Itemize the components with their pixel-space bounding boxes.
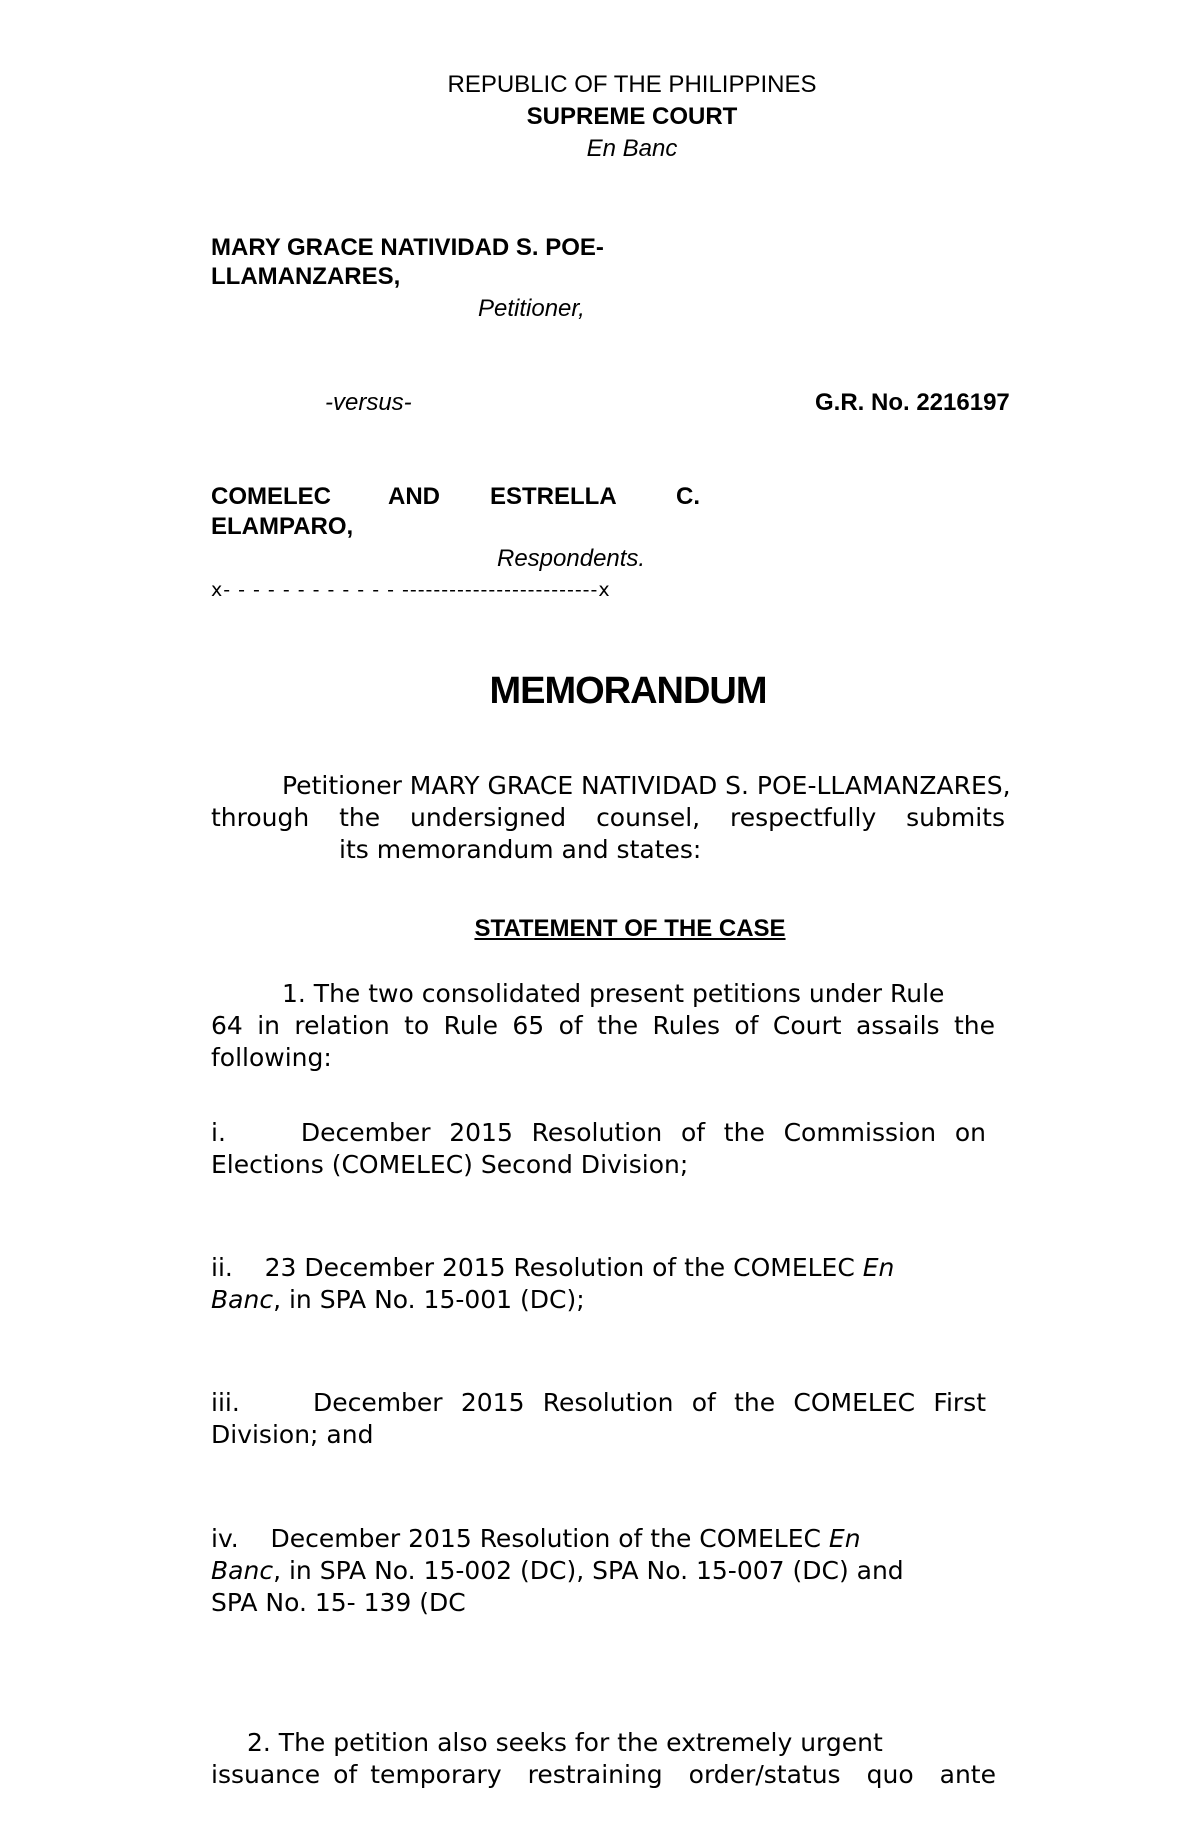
respondent-name-line2: ELAMPARO, [211,513,354,540]
caption-separator: x- - - - - - - - - - - - -------------------------x [211,579,611,601]
respondent-word-comelec: COMELEC [211,483,331,510]
list-item-iii-line-2: Division; and [211,1420,374,1449]
paragraph2-line-2: issuance of temporary restraining order/status quo ante [211,1760,996,1789]
list-item-iv-line-1 [211,1523,861,1555]
intro-line-1: Petitioner MARY GRACE NATIVIDAD S. POE-LLAMANZARES, [282,771,1011,800]
list-item-ii-line-2 [211,1284,585,1316]
petitioner-name-line2: LLAMANZARES, [211,263,401,290]
petitioner-name-line1: MARY GRACE NATIVIDAD S. POE- [211,234,604,261]
list-item-ii-text-2: , in SPA No. 15-001 (DC); [273,1285,585,1314]
list-item-iv-text-2: , in SPA No. 15-002 (DC), SPA No. 15-007 (DC) and [273,1556,904,1585]
respondent-word-and: AND [388,483,440,510]
section-heading: STATEMENT OF THE CASE [474,915,786,942]
list-item-iv-line-2 [211,1555,904,1587]
list-item-ii-line-1 [211,1252,894,1284]
list-item-iii-line-1: iii. December 2015 Resolution of the COMELEC First [211,1388,986,1417]
republic-heading: REPUBLIC OF THE PHILIPPINES [447,71,817,98]
intro-line-2: through the undersigned counsel, respectfully submits [211,803,1005,832]
paragraph1-line-1: 1. The two consolidated present petitions under Rule [282,979,945,1008]
list-item-ii-italic-2: Banc [211,1285,274,1314]
court-heading: SUPREME COURT [526,103,738,130]
list-item-iv-italic: En [828,1524,861,1553]
list-item-iv-line-3: SPA No. 15- 139 (DC [211,1588,466,1617]
list-item-iv-text: iv. December 2015 Resolution of the COMELEC [211,1524,829,1553]
paragraph1-line-3: following: [211,1043,332,1072]
list-item-ii-italic: En [862,1253,895,1282]
case-number: G.R. No. 2216197 [815,389,1010,416]
paragraph2-line-1: 2. The petition also seeks for the extremely urgent [247,1728,883,1757]
document-title: MEMORANDUM [489,670,767,712]
list-item-i-line-1: i. December 2015 Resolution of the Commission on [211,1118,986,1147]
list-item-i-line-2: Elections (COMELEC) Second Division; [211,1150,689,1179]
list-item-ii-text: ii. 23 December 2015 Resolution of the COMELEC [211,1253,863,1282]
respondent-role: Respondents. [497,545,646,572]
list-item-iv-italic-2: Banc [211,1556,274,1585]
paragraph1-line-2: 64 in relation to Rule 65 of the Rules of Court assails the [211,1011,995,1040]
respondent-word-estrella: ESTRELLA [490,483,617,510]
division-heading: En Banc [586,135,678,162]
petitioner-role: Petitioner, [478,295,585,322]
versus-label: -versus- [325,389,412,416]
intro-line-3: its memorandum and states: [339,835,702,864]
respondent-word-c: C. [676,483,700,510]
